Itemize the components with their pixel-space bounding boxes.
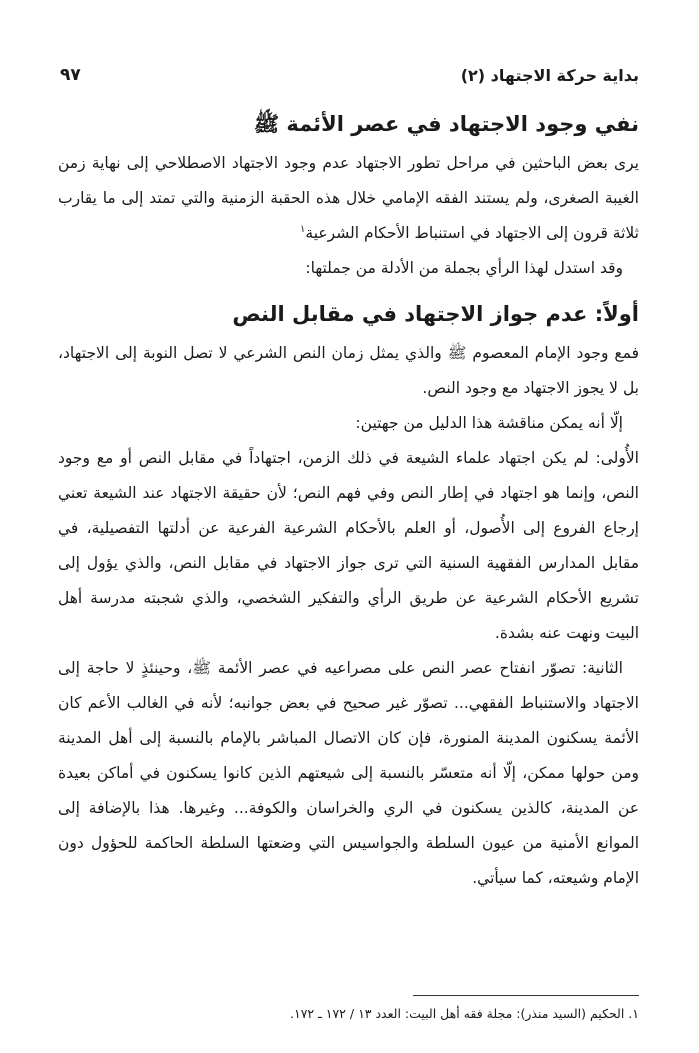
footnote-marker[interactable]: ١: [300, 223, 306, 235]
paragraph-second-aspect: الثانية: تصوّر انفتاح عصر النص على مصراعيه في عصر الأئمة ﷺ، وحينئذٍ لا حاجة إلى الاجتهاد والاستنباط الفقهي... تصوّر غير صحيح في بعض جوانبه؛ لأنه في الغالب الأعم كان الأئمة يسكنون المدينة المنورة، فإن كان الاتصال المباشر بالإمام بالنسبة إلى أهل المدينة ومن حولها ممكن، إلّا أنه متعسّر بالنسبة إلى شيعتهم الذين كانوا يسكنون في أماكن بعيدة عن المدينة، كالذين يسكنون في الري والخراسان والكوفة... وغيرها. هذا بالإضافة إلى الموانع الأمنية من عيون السلطة والجواسيس التي وضعتها السلطة الحاكمة للحؤول دون الإمام وشيعته، كما سيأتي.: [58, 659, 639, 887]
page-number: ٩٧: [60, 65, 81, 85]
paragraph-intro-text: يرى بعض الباحثين في مراحل تطور الاجتهاد عدم وجود الاجتهاد الاصطلاحي إلى نهاية زمن الغيبة الصغرى، ولم يستند الفقه الإمامي خلال هذه الحقبة الزمنية والتي تمتد إلى ما يقارب ثلاثة قرون إلى الاجتهاد في استنباط الأحكام الشرعية: [58, 154, 639, 242]
page-body: [58, 102, 639, 896]
footnote-1: ١. الحكيم (السيد منذر): مجلة فقه أهل البيت: العدد ١٣ / ١٧٢ ـ ١٧٢.: [290, 1006, 639, 1021]
section-heading-1: نفي وجود الاجتهاد في عصر الأئمة ﷺ: [253, 112, 639, 136]
paragraph-first-aspect: الأُولى: لم يكن اجتهاد علماء الشيعة في ذلك الزمن، اجتهاداً في مقابل النص أو مع وجود النص، وإنما هو اجتهاد في إطار النص وفي فهم النص؛ لأن حقيقة الاجتهاد عند الشيعة تعني إرجاع الفروع إلى الأُصول، أو العلم بالأحكام الشرعية الفرعية عن أدلتها التفصيلية، في مقابل المدارس الفقهية السنية التي ترى جواز الاجتهاد في مقابل النص، والذي يؤول إلى تشريع الأحكام الشرعية عن طريق الرأي والتفكير الشخصي، والذي شجبته مدرسة أهل البيت ونهت عنه بشدة.: [58, 449, 639, 642]
paragraph-rebuttal-intro: إلّا أنه يمكن مناقشة هذا الدليل من جهتين:: [355, 414, 623, 432]
running-header: [60, 60, 639, 90]
paragraph-intro: [58, 146, 639, 251]
paragraph-evidence-intro: وقد استدل لهذا الرأي بجملة من الأدلة من جملتها:: [305, 259, 623, 277]
running-title: بداية حركة الاجتهاد (٢): [460, 65, 639, 85]
footnotes: [60, 995, 639, 1024]
section-heading-2: أولاً: عدم جواز الاجتهاد في مقابل النص: [232, 302, 639, 326]
footnote-divider: [413, 995, 639, 996]
paragraph-argument: فمع وجود الإمام المعصوم ﷺ والذي يمثل زمان النص الشرعي لا تصل النوبة إلى الاجتهاد، بل لا يجوز الاجتهاد مع وجود النص.: [58, 344, 639, 397]
